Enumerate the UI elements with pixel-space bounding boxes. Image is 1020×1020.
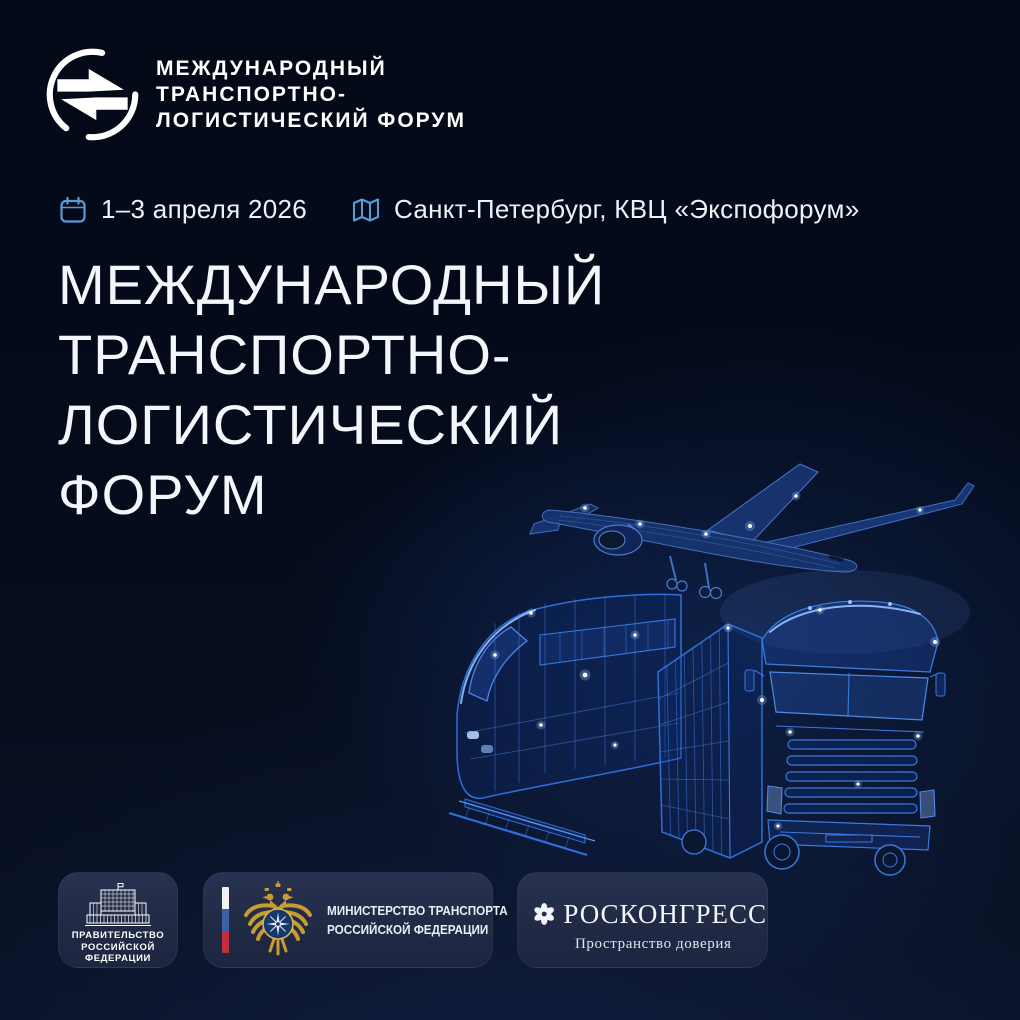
event-venue (351, 194, 859, 225)
partner-card-roscongress (517, 872, 768, 968)
brand-wordmark (156, 56, 466, 134)
brand-line: ТРАНСПОРТНО- (156, 82, 347, 106)
roscongress-logo-row (532, 895, 767, 933)
forum-logo-icon (45, 47, 140, 142)
calendar-icon (58, 195, 88, 225)
roscongress-tagline: Пространство доверия (575, 936, 732, 952)
partner-card-transport-ministry (203, 872, 508, 968)
partner-ministry-line: МИНИСТЕРСТВО ТРАНСПОРТА (327, 903, 508, 918)
title-line: МЕЖДУНАРОДНЫЙ (58, 253, 606, 316)
partner-government-line: РОССИЙСКОЙ (81, 941, 155, 953)
brand-line: МЕЖДУНАРОДНЫЙ (156, 56, 387, 80)
partner-transport-ministry-label (327, 901, 508, 939)
event-dates (58, 194, 307, 225)
russian-flag-stripe (222, 887, 229, 953)
roscongress-pinwheel-icon (532, 895, 556, 933)
title-line: ФОРУМ (58, 463, 268, 526)
event-venue-label: Санкт-Петербург, КВЦ «Экспофорум» (394, 194, 860, 224)
partner-government-label (59, 930, 177, 965)
map-icon (351, 195, 381, 225)
partner-ministry-line: РОССИЙСКОЙ ФЕДЕРАЦИИ (327, 922, 489, 937)
title-line: ТРАНСПОРТНО- (58, 323, 512, 386)
truck-wireframe-illustration (630, 580, 950, 880)
event-dates-label: 1–3 апреля 2026 (101, 194, 308, 224)
transport-ministry-eagle-emblem (241, 881, 315, 959)
government-building-icon (80, 882, 156, 928)
partner-government-line: ПРАВИТЕЛЬСТВО (71, 930, 165, 941)
brand-header (45, 47, 466, 142)
partner-card-government (58, 872, 178, 968)
brand-line: ЛОГИСТИЧЕСКИЙ ФОРУМ (156, 108, 466, 132)
event-info-row (58, 194, 859, 225)
roscongress-wordmark: РОСКОНГРЕСС (563, 898, 767, 929)
partner-government-line: ФЕДЕРАЦИИ (85, 953, 151, 964)
title-line: ЛОГИСТИЧЕСКИЙ (58, 393, 564, 456)
